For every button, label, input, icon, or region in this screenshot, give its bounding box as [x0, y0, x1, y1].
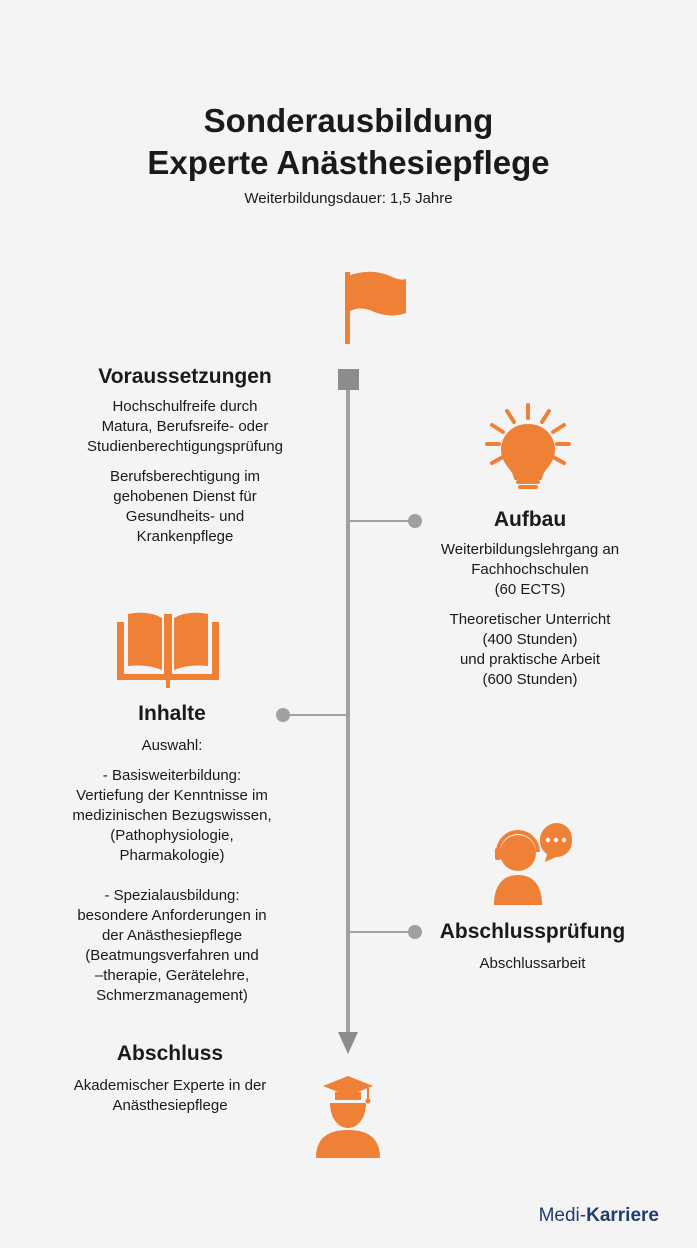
- step-abschluss: [20, 1042, 320, 1116]
- text-line: Auswahl:: [141, 737, 203, 754]
- text-line: Abschlussarbeit: [479, 955, 586, 972]
- brand-logo: [539, 1205, 659, 1227]
- text-line: medizinischen Bezugswissen,: [72, 807, 272, 824]
- step-voraussetzungen-text: [30, 397, 340, 547]
- timeline-arrow: [338, 1032, 358, 1054]
- text-line: (400 Stunden): [482, 631, 578, 648]
- step-abschlusspruefung: [420, 920, 645, 974]
- text-line: (Beatmungsverfahren und: [85, 947, 259, 964]
- text-line: Weiterbildungslehrgang an: [440, 541, 620, 558]
- text-line: Fachhochschulen: [471, 561, 589, 578]
- text-line: (600 Stunden): [482, 671, 578, 688]
- step-voraussetzungen: [30, 365, 340, 547]
- step-aufbau: [380, 508, 680, 690]
- step-abschlusspruefung-text: [420, 954, 645, 974]
- text-line: und praktische Arbeit: [459, 651, 601, 668]
- title-line-2: Experte Anästhesiepflege: [147, 144, 550, 181]
- text-line: –therapie, Gerätelehre,: [94, 967, 250, 984]
- graduate-icon: [316, 1076, 380, 1158]
- text-line: Gesundheits- und: [125, 508, 245, 525]
- text-line: - Spezialausbildung:: [104, 887, 240, 904]
- text-line: Matura, Berufsreife- oder: [101, 418, 269, 435]
- text-line: Berufsberechtigung im: [109, 468, 261, 485]
- timeline-line: [346, 390, 350, 1032]
- text-line: Studienberechtigungsprüfung: [87, 438, 283, 455]
- step-abschlusspruefung-title: Abschlussprüfung: [439, 920, 626, 943]
- branch-abschlusspruefung: [348, 925, 422, 939]
- text-line: gehobenen Dienst für: [113, 488, 257, 505]
- step-inhalte-title: Inhalte: [138, 702, 206, 725]
- step-voraussetzungen-title: Voraussetzungen: [98, 365, 272, 388]
- text-line: Theoretischer Unterricht: [449, 611, 611, 628]
- step-abschluss-text: [20, 1076, 320, 1116]
- support-person-icon: [494, 823, 572, 905]
- step-inhalte: [22, 702, 322, 1006]
- step-inhalte-text: [22, 736, 322, 1006]
- title-line-1: Sonderausbildung: [203, 102, 494, 139]
- flag-icon: [345, 272, 406, 344]
- text-line: Anästhesiepflege: [112, 1097, 228, 1114]
- step-aufbau-title: Aufbau: [493, 508, 567, 531]
- text-line: (60 ECTS): [494, 581, 566, 598]
- timeline-start-marker: [338, 369, 359, 390]
- brand-part-1: Medi-: [538, 1205, 587, 1226]
- text-line: Schmerzmanagement): [96, 987, 248, 1004]
- text-line: Pharmakologie): [119, 847, 225, 864]
- text-line: Hochschulfreife durch: [112, 398, 258, 415]
- text-line: der Anästhesiepflege: [101, 927, 243, 944]
- step-abschluss-title: Abschluss: [116, 1042, 224, 1065]
- text-line: besondere Anforderungen in: [77, 907, 267, 924]
- book-icon: [117, 613, 219, 688]
- brand-part-2: Karriere: [586, 1205, 659, 1226]
- text-line: Krankenpflege: [136, 528, 234, 545]
- duration-subtitle: Weiterbildungsdauer: 1,5 Jahre: [244, 190, 453, 207]
- lightbulb-icon: [487, 405, 569, 487]
- text-line: (Pathophysiologie,: [110, 827, 234, 844]
- text-line: Vertiefung der Kenntnisse im: [76, 787, 268, 804]
- text-line: - Basisweiterbildung:: [102, 767, 242, 784]
- text-line: Akademischer Experte in der: [73, 1077, 267, 1094]
- step-aufbau-text: [380, 540, 680, 690]
